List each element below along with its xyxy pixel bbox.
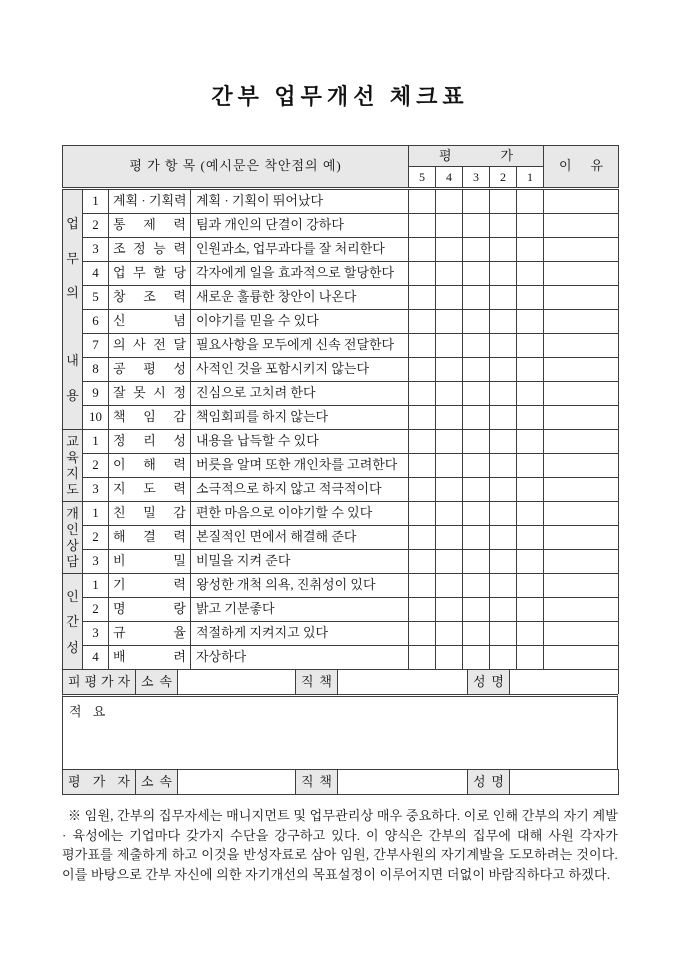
rating-cell-5	[409, 550, 436, 574]
item-name: 친 밀 감	[109, 502, 191, 526]
item-no: 2	[83, 454, 109, 478]
rating-cell-3	[463, 406, 490, 430]
reason-cell	[544, 214, 619, 238]
score-header-1: 1	[517, 167, 544, 189]
evaluator-position-field	[338, 770, 468, 795]
rating-cell-4	[436, 310, 463, 334]
summary-box	[62, 694, 618, 769]
rating-cell-4	[436, 238, 463, 262]
rating-cell-1	[517, 574, 544, 598]
item-desc: 본질적인 면에서 해결해 준다	[191, 526, 409, 550]
rating-cell-5	[409, 574, 436, 598]
rating-cell-2	[490, 358, 517, 382]
item-no: 2	[83, 598, 109, 622]
rating-cell-2	[490, 430, 517, 454]
item-desc: 소극적으로 하지 않고 적극적이다	[191, 478, 409, 502]
rating-cell-1	[517, 189, 544, 214]
rating-cell-4	[436, 214, 463, 238]
evaluator-dept-field	[178, 770, 296, 795]
item-row	[63, 406, 619, 430]
item-desc: 진심으로 고치려 한다	[191, 382, 409, 406]
page-title: 간부 업무개선 체크표	[211, 84, 469, 109]
item-name: 업 무 할 당	[109, 262, 191, 286]
rating-cell-2	[490, 550, 517, 574]
item-desc: 자상하다	[191, 646, 409, 670]
item-row	[63, 262, 619, 286]
rating-cell-2	[490, 214, 517, 238]
rating-cell-4	[436, 574, 463, 598]
evaluator-dept-label: 소 속	[136, 770, 178, 795]
item-name: 기 력	[109, 574, 191, 598]
item-no: 5	[83, 286, 109, 310]
item-row	[63, 646, 619, 670]
score-header-2: 2	[490, 167, 517, 189]
rating-cell-4	[436, 358, 463, 382]
rating-cell-5	[409, 189, 436, 214]
rating-cell-2	[490, 598, 517, 622]
reason-cell	[544, 334, 619, 358]
evaluatee-position-field	[338, 670, 468, 694]
rating-cell-4	[436, 550, 463, 574]
rating-cell-5	[409, 358, 436, 382]
rating-cell-1	[517, 310, 544, 334]
item-no: 3	[83, 238, 109, 262]
item-desc: 편한 마음으로 이야기할 수 있다	[191, 502, 409, 526]
reason-cell	[544, 382, 619, 406]
score-header-5: 5	[409, 167, 436, 189]
rating-cell-2	[490, 646, 517, 670]
reason-cell	[544, 430, 619, 454]
rating-cell-3	[463, 286, 490, 310]
item-name: 신 념	[109, 310, 191, 334]
reason-cell	[544, 526, 619, 550]
rating-cell-3	[463, 189, 490, 214]
rating-cell-1	[517, 526, 544, 550]
item-name: 정 리 성	[109, 430, 191, 454]
rating-cell-2	[490, 334, 517, 358]
reason-cell	[544, 550, 619, 574]
rating-cell-3	[463, 502, 490, 526]
rating-cell-5	[409, 526, 436, 550]
item-no: 1	[83, 502, 109, 526]
item-row	[63, 622, 619, 646]
item-name: 조 정 능 력	[109, 238, 191, 262]
rating-cell-4	[436, 382, 463, 406]
rating-cell-2	[490, 574, 517, 598]
evaluatee-dept-field	[178, 670, 296, 694]
evaluatee-position-label: 직 책	[296, 670, 338, 694]
rating-cell-1	[517, 430, 544, 454]
reason-cell	[544, 478, 619, 502]
rating-cell-4	[436, 526, 463, 550]
item-no: 1	[83, 189, 109, 214]
header-row-1	[63, 146, 619, 167]
rating-cell-1	[517, 502, 544, 526]
rating-cell-2	[490, 502, 517, 526]
rating-cell-1	[517, 598, 544, 622]
rating-cell-4	[436, 286, 463, 310]
item-desc: 사적인 것을 포함시키지 않는다	[191, 358, 409, 382]
rating-cell-3	[463, 574, 490, 598]
item-desc: 팀과 개인의 단결이 강하다	[191, 214, 409, 238]
rating-cell-4	[436, 262, 463, 286]
item-name: 비 밀	[109, 550, 191, 574]
item-no: 4	[83, 262, 109, 286]
evaluatee-label: 피 평 가 자	[63, 670, 136, 694]
evaluatee-name-field	[510, 670, 619, 694]
item-name: 해 결 력	[109, 526, 191, 550]
rating-cell-3	[463, 214, 490, 238]
item-no: 2	[83, 214, 109, 238]
item-desc: 왕성한 개척 의욕, 진취성이 있다	[191, 574, 409, 598]
rating-cell-1	[517, 382, 544, 406]
evaluator-name-label: 성 명	[468, 770, 510, 795]
item-row	[63, 574, 619, 598]
item-name: 창 조 력	[109, 286, 191, 310]
rating-cell-2	[490, 189, 517, 214]
item-desc: 이야기를 믿을 수 있다	[191, 310, 409, 334]
item-desc: 적절하게 지켜지고 있다	[191, 622, 409, 646]
reason-cell	[544, 189, 619, 214]
rating-cell-2	[490, 526, 517, 550]
reason-cell	[544, 574, 619, 598]
item-name: 통 제 력	[109, 214, 191, 238]
summary-label: 적 요	[69, 704, 110, 719]
rating-cell-4	[436, 622, 463, 646]
rating-cell-1	[517, 478, 544, 502]
item-desc: 계획 · 기획이 뛰어났다	[191, 189, 409, 214]
rating-cell-4	[436, 646, 463, 670]
reason-cell	[544, 502, 619, 526]
item-row	[63, 526, 619, 550]
item-row	[63, 478, 619, 502]
rating-cell-2	[490, 622, 517, 646]
reason-cell	[544, 454, 619, 478]
rating-cell-1	[517, 622, 544, 646]
rating-cell-3	[463, 430, 490, 454]
rating-cell-5	[409, 382, 436, 406]
item-row	[63, 454, 619, 478]
item-row	[63, 598, 619, 622]
rating-cell-1	[517, 454, 544, 478]
item-row	[63, 310, 619, 334]
item-name: 의 사 전 달	[109, 334, 191, 358]
item-desc: 각자에게 일을 효과적으로 할당한다	[191, 262, 409, 286]
reason-cell	[544, 238, 619, 262]
rating-cell-4	[436, 454, 463, 478]
rating-cell-5	[409, 262, 436, 286]
item-no: 10	[83, 406, 109, 430]
evaluatee-row	[63, 670, 619, 694]
item-row	[63, 189, 619, 214]
item-row	[63, 430, 619, 454]
rating-cell-3	[463, 238, 490, 262]
rating-cell-4	[436, 478, 463, 502]
item-desc: 새로운 훌륭한 창안이 나온다	[191, 286, 409, 310]
rating-cell-2	[490, 286, 517, 310]
item-no: 9	[83, 382, 109, 406]
rating-cell-2	[490, 478, 517, 502]
rating-cell-3	[463, 478, 490, 502]
rating-cell-5	[409, 238, 436, 262]
rating-cell-3	[463, 454, 490, 478]
items-header: 평 가 항 목 (예시문은 착안점의 예)	[63, 146, 409, 189]
evaluator-position-label: 직 책	[296, 770, 338, 795]
item-name: 규 율	[109, 622, 191, 646]
rating-cell-5	[409, 334, 436, 358]
item-desc: 버릇을 알며 또한 개인차를 고려한다	[191, 454, 409, 478]
rating-cell-1	[517, 406, 544, 430]
rating-cell-3	[463, 310, 490, 334]
rating-cell-3	[463, 646, 490, 670]
rating-cell-5	[409, 622, 436, 646]
rating-cell-1	[517, 262, 544, 286]
item-name: 배 려	[109, 646, 191, 670]
rating-cell-3	[463, 358, 490, 382]
item-row	[63, 214, 619, 238]
rating-cell-1	[517, 358, 544, 382]
rating-cell-3	[463, 334, 490, 358]
rating-cell-4	[436, 598, 463, 622]
rating-cell-5	[409, 646, 436, 670]
evaluator-label: 평 가 자	[63, 770, 136, 795]
item-row	[63, 382, 619, 406]
item-no: 1	[83, 574, 109, 598]
rating-cell-3	[463, 622, 490, 646]
score-header-4: 4	[436, 167, 463, 189]
item-name: 지 도 력	[109, 478, 191, 502]
checklist-body	[63, 189, 619, 670]
reason-cell	[544, 406, 619, 430]
evaluator-name-field	[510, 770, 619, 795]
item-row	[63, 286, 619, 310]
evaluatee-name-label: 성 명	[468, 670, 510, 694]
item-name: 잘 못 시 정	[109, 382, 191, 406]
evaluator-table	[62, 769, 619, 795]
item-row	[63, 358, 619, 382]
item-row	[63, 550, 619, 574]
rating-cell-2	[490, 454, 517, 478]
rating-cell-5	[409, 478, 436, 502]
rating-cell-2	[490, 382, 517, 406]
item-desc: 내용을 납득할 수 있다	[191, 430, 409, 454]
rating-header: 평 가	[409, 146, 544, 167]
rating-cell-5	[409, 310, 436, 334]
item-name: 이 해 력	[109, 454, 191, 478]
rating-cell-4	[436, 406, 463, 430]
rating-cell-5	[409, 214, 436, 238]
reason-cell	[544, 646, 619, 670]
item-no: 4	[83, 646, 109, 670]
item-name: 책 임 감	[109, 406, 191, 430]
rating-cell-4	[436, 430, 463, 454]
item-no: 7	[83, 334, 109, 358]
item-desc: 비밀을 지켜 준다	[191, 550, 409, 574]
rating-cell-5	[409, 286, 436, 310]
rating-cell-1	[517, 550, 544, 574]
evaluator-row	[63, 770, 619, 795]
rating-cell-5	[409, 598, 436, 622]
item-no: 6	[83, 310, 109, 334]
reason-cell	[544, 262, 619, 286]
group-label-3: 개 인 상 담	[63, 502, 83, 574]
rating-cell-5	[409, 406, 436, 430]
rating-cell-5	[409, 430, 436, 454]
item-row	[63, 502, 619, 526]
item-row	[63, 334, 619, 358]
rating-cell-4	[436, 334, 463, 358]
rating-cell-2	[490, 262, 517, 286]
reason-cell	[544, 598, 619, 622]
item-no: 3	[83, 550, 109, 574]
score-header-3: 3	[463, 167, 490, 189]
rating-cell-3	[463, 382, 490, 406]
reason-header: 이 유	[544, 146, 619, 189]
evaluatee-table	[62, 670, 619, 694]
item-name: 계획 · 기획력	[109, 189, 191, 214]
rating-cell-5	[409, 454, 436, 478]
reason-cell	[544, 310, 619, 334]
rating-cell-2	[490, 238, 517, 262]
item-desc: 책임회피를 하지 않는다	[191, 406, 409, 430]
rating-cell-3	[463, 262, 490, 286]
item-row	[63, 238, 619, 262]
reason-cell	[544, 286, 619, 310]
item-desc: 필요사항을 모두에게 신속 전달한다	[191, 334, 409, 358]
rating-cell-4	[436, 189, 463, 214]
rating-cell-3	[463, 550, 490, 574]
item-name: 명 랑	[109, 598, 191, 622]
item-name: 공 평 성	[109, 358, 191, 382]
footnote-text: ※ 임원, 간부의 집무자세는 매니지먼트 및 업무관리상 매우 중요하다. 이로 인해 간부의 자기 계발 · 육성에는 기업마다 갖가지 수단을 강구하고 있다. 이 양식은 간부의 집무에 대해 사원 각자가 평가표를 제출하게 하고 이것을 반성자료로 삼아 임원, 간부사원의 자기계발을 도모하려는 것이다. 이를 바탕으로 간부 자신에 의한 자기개선의 목표설정이 이루어지면 더없이 바람직하다고 하겠다.	[62, 808, 618, 882]
group-label-4: 인 간 성	[63, 574, 83, 670]
item-no: 8	[83, 358, 109, 382]
item-no: 1	[83, 430, 109, 454]
reason-cell	[544, 622, 619, 646]
rating-cell-1	[517, 286, 544, 310]
checklist-table	[62, 145, 619, 670]
rating-cell-4	[436, 502, 463, 526]
evaluatee-dept-label: 소 속	[136, 670, 178, 694]
item-no: 3	[83, 622, 109, 646]
item-desc: 인원과소, 업무과다를 잘 처리한다	[191, 238, 409, 262]
reason-cell	[544, 358, 619, 382]
item-no: 2	[83, 526, 109, 550]
item-desc: 밝고 기분좋다	[191, 598, 409, 622]
item-no: 3	[83, 478, 109, 502]
rating-cell-5	[409, 502, 436, 526]
checklist-area	[62, 145, 618, 795]
group-label-2: 교 육 지 도	[63, 430, 83, 502]
rating-cell-1	[517, 646, 544, 670]
rating-cell-2	[490, 406, 517, 430]
rating-cell-1	[517, 334, 544, 358]
rating-cell-2	[490, 310, 517, 334]
rating-cell-3	[463, 598, 490, 622]
rating-cell-1	[517, 214, 544, 238]
group-label-1: 업 무 의 내 용	[63, 189, 83, 430]
rating-cell-1	[517, 238, 544, 262]
rating-cell-3	[463, 526, 490, 550]
